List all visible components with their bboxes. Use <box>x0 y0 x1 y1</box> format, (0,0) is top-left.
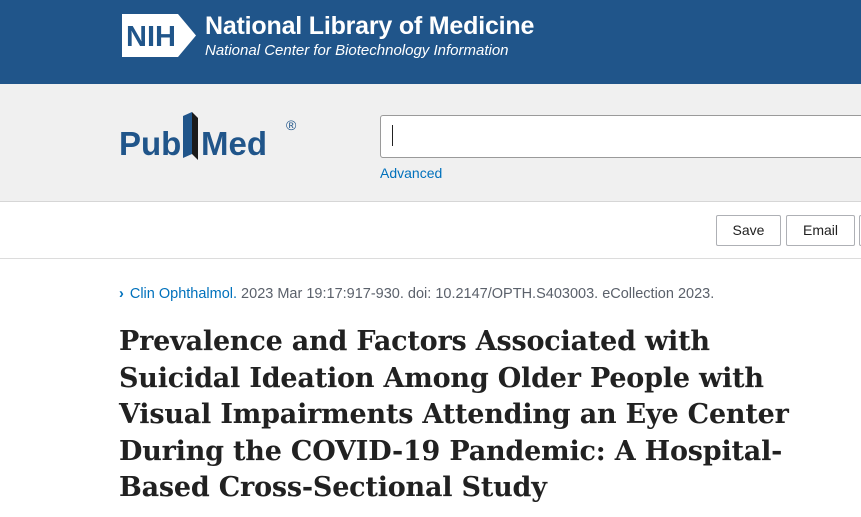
nih-header <box>0 0 861 84</box>
citation-line <box>119 286 714 302</box>
article-title: Prevalence and Factors Associated with Suicidal Ideation Among Older People with Visual Impairments Attending an Eye Center During the COVID-19 Pandemic: A Hospital-Based Cross-Sectional Study <box>119 326 789 503</box>
advanced-search-link[interactable]: Advanced <box>380 165 443 181</box>
pubmed-logo-med: Med <box>201 125 267 162</box>
action-bar <box>0 202 861 259</box>
email-button[interactable]: Email <box>786 215 855 246</box>
journal-link[interactable]: Clin Ophthalmol. <box>129 286 238 302</box>
search-band <box>0 84 861 202</box>
chevron-right-icon[interactable]: › <box>119 286 124 302</box>
save-button[interactable]: Save <box>716 215 781 246</box>
citation-details: 2023 Mar 19:17:917-930. doi: 10.2147/OPTH.S403003. eCollection 2023. <box>237 286 715 302</box>
nih-logo[interactable] <box>120 12 198 59</box>
nih-logo-text: NIH <box>126 21 176 53</box>
registered-mark: ® <box>286 117 297 133</box>
search-input[interactable] <box>380 115 861 158</box>
pubmed-logo[interactable] <box>119 108 304 170</box>
nih-title[interactable]: National Library of Medicine <box>205 12 535 40</box>
book-icon <box>183 112 198 160</box>
nih-subtitle: National Center for Biotechnology Information <box>205 42 509 59</box>
pubmed-logo-pub: Pub <box>119 125 182 162</box>
text-caret <box>392 125 393 146</box>
